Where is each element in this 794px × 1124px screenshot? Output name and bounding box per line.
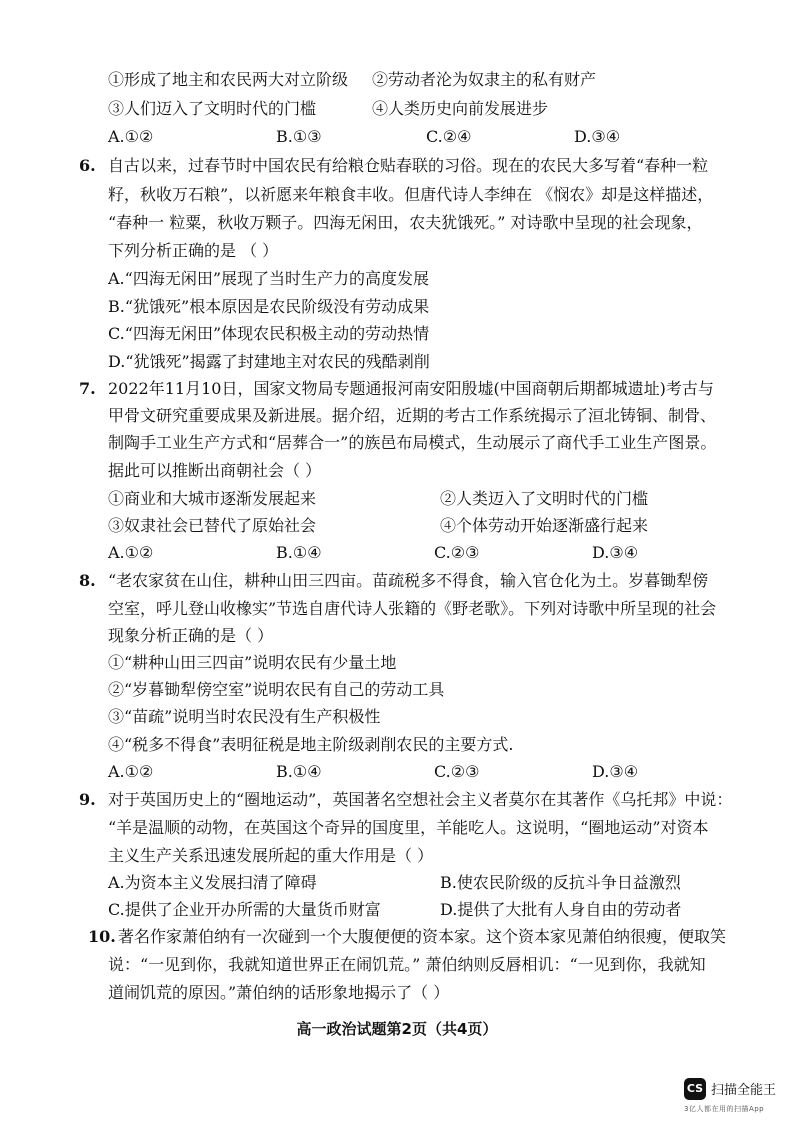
q6-stem-line-3: “春种一 粒粟，秋收万颗子。四海无闲田，农夫犹饿死。” 对诗歌中呈现的社会现象， xyxy=(108,213,703,232)
q7-choice-a: A.①② xyxy=(108,543,154,562)
q8-item-2: ②“岁暮锄犁傍空室”说明农民有自己的劳动工具 xyxy=(108,680,445,699)
prev-choice-d: D.③④ xyxy=(574,127,621,146)
q8-stem-line-3: 现象分析正确的是（ ） xyxy=(108,626,274,645)
q7-stem-line-1: 2022年11月10日，国家文物局专题通报河南安阳殷墟(中国商朝后期都城遗址)考古与 xyxy=(108,379,714,398)
q9-stem-line-3: 主义生产关系迅速发展所起的重大作用是（ ） xyxy=(108,846,434,865)
prev-opt-2: ②劳动者沦为奴隶主的私有财产 xyxy=(372,70,597,89)
q7-number: 7. xyxy=(79,379,96,398)
prev-opt-1: ①形成了地主和农民两大对立阶级 xyxy=(108,70,349,89)
q9-stem-line-1: 对于英国历史上的“圈地运动”，英国著名空想社会主义者莫尔在其著作《乌托邦》中说： xyxy=(108,790,733,809)
q7-choice-d: D.③④ xyxy=(592,543,639,562)
q6-number: 6. xyxy=(79,156,96,175)
q10-stem-line-3: 道闹饥荒的原因。”萧伯纳的话形象地揭示了（ ） xyxy=(108,983,450,1002)
prev-opt-3: ③人们迈入了文明时代的门槛 xyxy=(108,99,317,118)
q8-stem-line-1: “老农家贫在山住，耕种山田三四亩。苗疏税多不得食，输入官仓化为土。岁暮锄犁傍 xyxy=(108,571,709,590)
q9-number: 9. xyxy=(79,790,96,809)
q6-option-a: A.“四海无闲田”展现了当时生产力的高度发展 xyxy=(108,269,430,288)
q10-stem-line-1: 著名作家萧伯纳有一次碰到一个大腹便便的资本家。这个资本家见萧伯纳很瘦，便取笑 xyxy=(118,927,727,946)
prev-opt-4: ④人类历史向前发展进步 xyxy=(372,99,549,118)
camscanner-logo-icon: CS xyxy=(684,1078,706,1100)
q7-opt-4: ④个体劳动开始逐渐盛行起来 xyxy=(440,516,649,535)
q8-choice-d: D.③④ xyxy=(592,762,639,781)
q7-stem-line-4: 据此可以推断出商朝社会（ ） xyxy=(108,461,322,480)
q7-choice-c: C.②③ xyxy=(434,543,480,562)
q9-option-b: B.使农民阶级的反抗斗争日益激烈 xyxy=(440,873,681,892)
q9-stem-line-2: “羊是温顺的动物，在英国这个奇异的国度里，羊能吃人。这说明，“圈地运动”对资本 xyxy=(108,818,709,837)
q8-choice-c: C.②③ xyxy=(434,762,480,781)
q7-choice-b: B.①④ xyxy=(276,543,322,562)
q8-item-1: ①“耕种山田三四亩”说明农民有少量土地 xyxy=(108,653,397,672)
q7-opt-2: ②人类迈入了文明时代的门槛 xyxy=(440,489,649,508)
q6-option-d: D.“犹饿死”揭露了封建地主对农民的残酷剥削 xyxy=(108,352,430,371)
q6-stem-line-4: 下列分析正确的是 （ ） xyxy=(108,241,279,260)
q8-item-4: ④“税多不得食”表明征税是地主阶级剥削农民的主要方式. xyxy=(108,735,514,754)
q6-stem-line-2: 籽，秋收万石粮”，以祈愿来年粮食丰收。但唐代诗人李绅在 《悯农》却是这样描述， xyxy=(108,185,714,204)
q7-stem-line-3: 制陶手工业生产方式和“居葬合一”的族邑布局模式，生动展示了商代手工业生产图景。 xyxy=(108,433,717,452)
q9-option-a: A.为资本主义发展扫清了障碍 xyxy=(108,873,317,892)
q7-stem-line-2: 甲骨文研究重要成果及新进展。据介绍，近期的考古工作系统揭示了洹北铸铜、制骨、 xyxy=(108,406,717,425)
scanner-brand: 扫描全能王 xyxy=(711,1083,777,1098)
q6-option-c: C.“四海无闲田”体现农民积极主动的劳动热情 xyxy=(108,324,430,343)
q8-number: 8. xyxy=(79,571,96,590)
q8-choice-b: B.①④ xyxy=(276,762,322,781)
q7-opt-1: ①商业和大城市逐渐发展起来 xyxy=(108,489,317,508)
prev-choice-b: B.①③ xyxy=(276,127,322,146)
q7-opt-3: ③奴隶社会已替代了原始社会 xyxy=(108,516,317,535)
q10-stem-line-2: 说：“一见到你，我就知道世界正在闹饥荒。” 萧伯纳则反唇相讥：“一见到你，我就知 xyxy=(108,955,706,974)
q8-choice-a: A.①② xyxy=(108,762,154,781)
q9-option-d: D.提供了大批有人身自由的劳动者 xyxy=(440,900,682,919)
q6-option-b: B.“犹饿死”根本原因是农民阶级没有劳动成果 xyxy=(108,297,430,316)
page-footer: 高一政治试题第2页（共4页） xyxy=(296,1020,498,1038)
q9-option-c: C.提供了企业开办所需的大量货币财富 xyxy=(108,900,381,919)
q8-stem-line-2: 空室，呼儿登山收橡实”节选自唐代诗人张籍的《野老歌》。下列对诗歌中所呈现的社会 xyxy=(108,599,717,618)
prev-choice-a: A.①② xyxy=(108,127,154,146)
q10-number: 10. xyxy=(88,927,116,946)
prev-choice-c: C.②④ xyxy=(426,127,472,146)
scanner-slogan: 3亿人都在用的扫描App xyxy=(684,1105,765,1113)
q8-item-3: ③“苗疏”说明当时农民没有生产积极性 xyxy=(108,707,381,726)
q6-stem-line-1: 自古以来，过春节时中国农民有给粮仓贴春联的习俗。现在的农民大多写着“春种一粒 xyxy=(108,156,709,175)
